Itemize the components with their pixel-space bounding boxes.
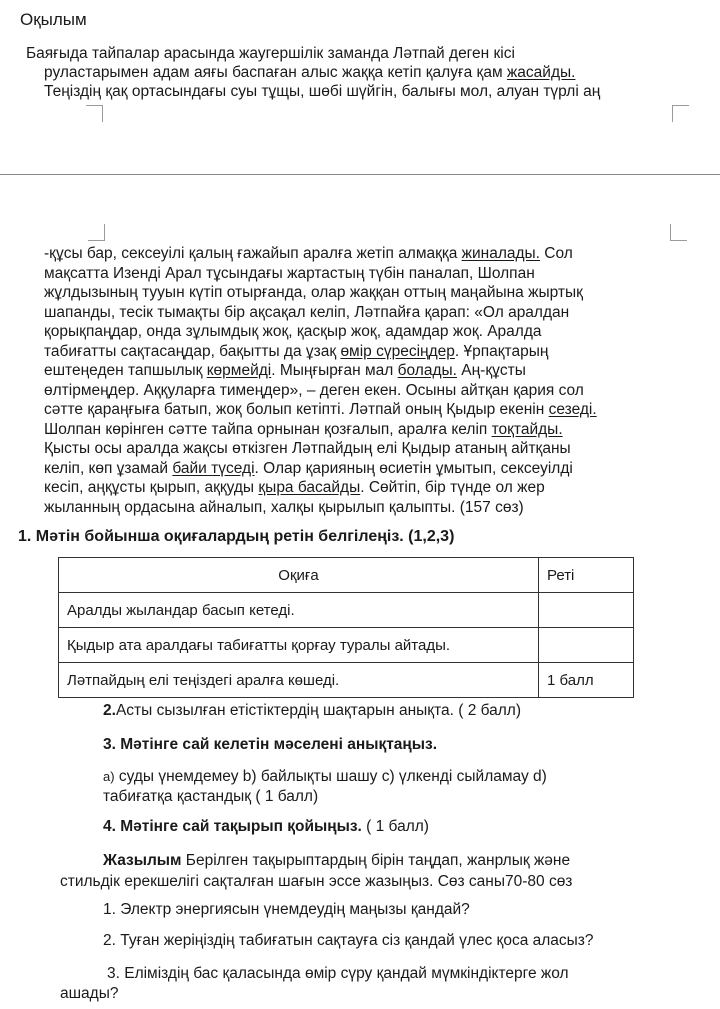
text-line: табиғатты сақтасаңдар, бақытты да ұзақ өмір сүресіңдер. Ұрпақтарың [44,342,549,360]
topic-2: 2. Туған жеріңіздің табиғатын сақтауға сіз қандай үлес қоса аласыз? [103,932,594,949]
underlined-verb: қыра басайды [258,479,361,496]
topic-line: ашады? [60,985,119,1002]
options-line: а) суды үнемдемеу b) байлықты шашу c) үлкенді сыйламау d) [103,768,547,785]
event-cell: Ләтпайдың елі теңіздегі аралға көшеді. [59,663,539,698]
text-line: жыланның ордасына айналып, халқы қырылып қалыпты. (157 сөз) [44,498,524,516]
section-title: Оқылым [20,10,87,29]
text-line: Қысты осы аралда жақсы өткізген Ләтпайдың елі Қыдыр атаның айтқаны [44,440,571,457]
question-3-options [103,767,663,807]
event-cell: Қыдыр ата аралдағы табиғатты қорғау туралы айтады. [59,628,539,663]
page-margin-corner-mark [670,224,687,241]
question-4: 4. Мәтінге сай тақырып қойыңыз. ( 1 балл) [103,818,429,835]
underlined-verb: болады. [397,362,457,379]
text-line: -құсы бар, сексеуілі қалың ғажайып аралға жетіп алмаққа жиналады. Сол [44,245,573,262]
text-line: кесіп, аңқұсты қырып, аққуды қыра басайды. Сөйтіп, бір түнде ол жер [44,479,545,496]
text-line: келіп, көп ұзамай байи түседі. Олар қарияның өсиетін ұмытып, сексеуілді [44,459,573,477]
page-margin-corner-mark [672,105,689,122]
underlined-verb: көрмейді [206,362,272,379]
topic-line: 3. Еліміздің бас қаласында өмір сүру қандай мүмкіндіктерге жол [107,965,569,982]
page-margin-corner-mark [86,105,103,122]
page-break-divider [0,174,720,175]
question-1: 1. Мәтін бойынша оқиғалардың ретін белгілеңіз. (1,2,3) [18,528,455,545]
topic-3 [60,964,680,1004]
question-2: 2.Асты сызылған етістіктердің шақтарын анықта. ( 2 балл) [103,702,522,719]
writing-label: Жазылым [103,852,182,869]
table-row [59,663,634,698]
order-cell[interactable]: 1 балл [539,663,634,698]
order-cell[interactable] [539,593,634,628]
text-line: ештеңеден тапшылық көрмейді. Мыңғырған мал болады. Аң-құсты [44,362,526,379]
text-line: Баяғыда тайпалар арасында жаугершілік заманда Ләтпай деген кісі [26,45,515,62]
event-cell: Аралды жыландар басып кетеді. [59,593,539,628]
page-margin-corner-mark [88,224,105,241]
text-line: Шолпан көрінген сәтте тайпа орнынан қозғалып, аралға келіп тоқтайды. [44,420,563,438]
underlined-verb: жасайды. [506,64,576,81]
table-header-row [59,558,634,593]
header-event: Оқиға [59,558,539,593]
events-order-table [58,557,634,698]
reading-paragraph-part2 [44,244,694,517]
text-line: руластарымен адам аяғы баспаған алыс жаққа кетіп қалуға қам жасайды. [44,64,576,81]
underlined-verb: өмір сүресіңдер [340,342,455,360]
underlined-verb: сезеді. [548,401,597,418]
options-line: табиғатқа қастандық ( 1 балл) [103,788,319,805]
topic-1: 1. Электр энергиясын үнемдеудің маңызы қандай? [103,901,470,918]
question-3-title: 3. Мәтінге сай келетін мәселені анықтаңыз. [103,736,438,753]
writing-task [60,850,680,892]
order-cell[interactable] [539,628,634,663]
text-line: сәтте қараңғыға батып, жоқ болып кетіпті. Ләтпай оның Қыдыр екенін сезеді. [44,401,597,418]
text-line: Теңіздің қақ ортасындағы суы тұщы, шөбі шүйгін, балығы мол, алуан түрлі аң [44,83,601,100]
text-line: жұлдызының тууын күтіп отырғанда, олар жаққан оттың маңайына жыртық [44,284,583,301]
underlined-verb: тоқтайды. [491,420,563,438]
text-line: қорықпаңдар, онда зұлымдық жоқ, қасқыр жоқ, адамдар жоқ. Аралда [44,323,542,340]
text-line: шапанды, тесік тымақты бір ақсақал келіп, Ләтпайға қарап: «Ол аралдан [44,303,570,321]
text-line: мақсатта Изенді Арал тұсындағы жартастың түбін паналап, Шолпан [44,264,535,282]
table-row [59,593,634,628]
table-row [59,628,634,663]
underlined-verb: байи түседі [172,459,255,477]
reading-paragraph-part1 [26,44,686,101]
header-order: Реті [539,558,634,593]
writing-line: стильдік ерекшелігі сақталған шағын эссе жазыңыз. Сөз саны70-80 сөз [60,873,573,890]
text-line: өлтірмеңдер. Аққуларға тимеңдер», – деген екен. Осыны айтқан қария сол [44,381,584,399]
writing-line: Жазылым Берілген тақырыптардың бірін таңдап, жанрлық және [103,852,571,869]
underlined-verb: жиналады. [461,245,540,262]
